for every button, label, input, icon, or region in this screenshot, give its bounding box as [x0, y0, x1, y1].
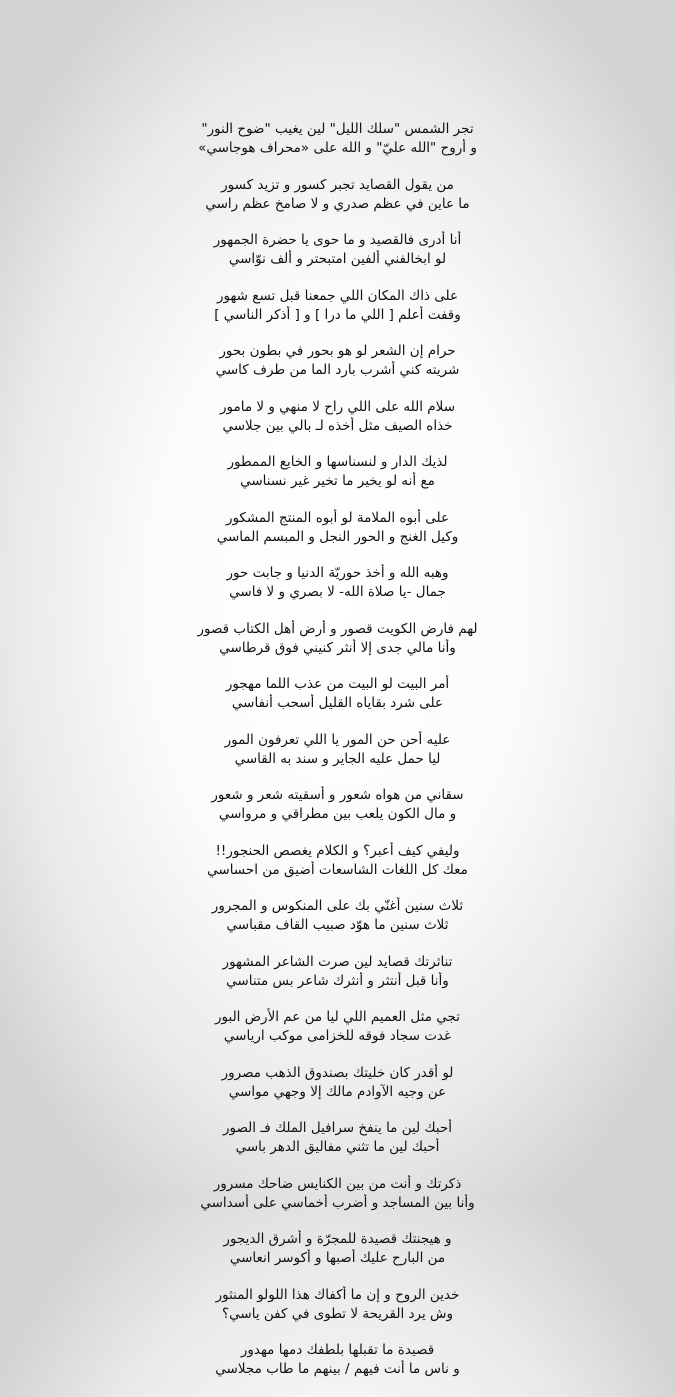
verse-line-first: ثلاث سنين أغنّي بك على المنكوس و المجرور — [211, 898, 464, 914]
verse-line-second: لو ابخالفني ألفين امتبحتر و ألف نوّاسي — [228, 251, 447, 267]
verse-line-first: أنا أدرى فالقصيد و ما حوى يا حضرة الجمهور — [213, 232, 462, 248]
verse-line-second: أحبك لين ما تثني مفاليق الدهر باسي — [235, 1139, 440, 1155]
verse-line-second: و أروح "الله عليّ" و الله على «محراف هوجاسي» — [198, 140, 477, 156]
verse-line-second: معك كل اللغات الشاسعات أضيق من احساسي — [207, 861, 468, 878]
verse-line-second: مع أنه لو يخير ما تخير غير نسناسي — [240, 473, 435, 489]
verse-line-first: سلام الله على اللي راح لا منهي و لا مامور — [219, 398, 456, 415]
verse-line-first: تجي مثل العميم اللي ليا من عم الأرض البور — [215, 1009, 460, 1025]
verse-stanza — [0, 564, 675, 602]
verse-line-first: تجر الشمس "سلك الليل" لين يغيب "ضوح النور" — [201, 121, 474, 137]
verse-stanza — [0, 675, 675, 713]
verse-stanza — [0, 1286, 675, 1324]
verse-stanza — [0, 1064, 675, 1102]
verse-line-first: سقاني من هواه شعور و أسقيته شعر و شعور — [211, 787, 464, 803]
verse-line-second: غدت سجاد فوقه للخزامى موكب ارياسي — [223, 1028, 452, 1044]
verse-stanza — [0, 509, 675, 547]
verse-line-first: أمر البيت لو البيت من عذب اللما مهجور — [225, 676, 450, 692]
verse-line-first: لذيك الدار و لنسناسها و الخايع الممطور — [227, 454, 448, 470]
verse-stanza — [0, 1230, 675, 1268]
verse-line-second: ما عاين في عظم صدري و لا صامخ عظم راسي — [205, 195, 470, 212]
verse-line-second: ثلاث سنين ما هوّد صبيب القاف مقباسي — [226, 917, 449, 933]
verse-stanza — [0, 731, 675, 769]
verse-line-first: وليفي كيف أعبر؟ و الكلام يغصص الحنجور!! — [215, 842, 460, 859]
verse-line-second: وأنا بين المساجد و أضرب أخماسي على أسداسي — [200, 1194, 475, 1211]
verse-line-second: و ناس ما أنت فيهم / بينهم ما طاب مجلاسي — [215, 1361, 460, 1377]
verse-line-first: خدين الروح و إن ما أكفاك هذا اللولو المنثور — [215, 1286, 460, 1303]
verse-line-first: من يقول القصايد تجبر كسور و تزيد كسور — [221, 176, 454, 193]
verse-stanza — [0, 1008, 675, 1046]
verse-line-second: جمال -يا صلاة الله- لا بصري و لا فاسي — [229, 584, 446, 600]
verse-line-first: أحبك لين ما ينفخ سرافيل الملك فـ الصور — [222, 1120, 453, 1136]
verse-line-first: حرام إن الشعر لو هو بحور في بطون بحور — [219, 343, 456, 359]
verse-stanza — [0, 842, 675, 880]
verse-stanza — [0, 953, 675, 991]
verse-line-first: قصيدة ما تقبلها بلطفك دمها مهدور — [240, 1342, 435, 1358]
verse-line-second: على شرد بقاياه القليل أسحب أنفاسي — [231, 695, 444, 711]
verse-line-second: وقفت أعلم [ اللي ما درا ] و [ أذكر الناسي ] — [214, 306, 461, 323]
verse-line-second: وش يرد القريحة لا تطوى في كفن ياسي؟ — [221, 1305, 454, 1322]
verse-line-first: لهم فارض الكويت قصور و أرض أهل الكتاب قصور — [197, 620, 478, 637]
verse-line-second: وأنا قبل أنتثر و أنثرك شاعر بس متناسي — [226, 972, 449, 989]
verse-stanza — [0, 342, 675, 380]
verse-line-first: وهبه الله و أخذ حوريّة الدنيا و جابت حور — [226, 565, 449, 581]
verse-stanza — [0, 231, 675, 269]
verse-stanza — [0, 120, 675, 158]
verse-stanza — [0, 897, 675, 935]
verse-line-second: خذاه الصيف مثل أخذه لـ بالي بين جلاسي — [222, 417, 453, 434]
verse-line-first: لو أقدر كان خليتك بصندوق الذهب مصرور — [221, 1064, 454, 1081]
verse-stanza — [0, 287, 675, 325]
poem-text — [0, 120, 675, 1397]
verse-stanza — [0, 1175, 675, 1213]
verse-stanza — [0, 620, 675, 658]
verse-line-second: عن وجيه الآوادم مالك إلا وجهي مواسي — [228, 1083, 447, 1100]
verse-line-second: وأنا مالي جدى إلا أنثر كنيني فوق قرطاسي — [219, 639, 456, 656]
verse-line-second: ليا حمل عليه الجاير و سند به القاسي — [234, 750, 441, 767]
verse-line-first: ذكرتك و أنت من بين الكنايس ضاحك مسرور — [213, 1175, 462, 1192]
verse-stanza — [0, 398, 675, 436]
verse-stanza — [0, 1119, 675, 1157]
verse-line-first: على أبوه الملامة لو أبوه المنتج المشكور — [225, 509, 450, 526]
verse-line-second: من البارح عليك أصبها و أكوسر انعاسي — [229, 1250, 446, 1266]
verse-line-first: و هيجنتك قصيدة للمجرّة و أشرق الديجور — [223, 1231, 452, 1247]
verse-line-first: عليه أحن حن المور يا اللي تعرفون المور — [224, 731, 451, 748]
verse-stanza — [0, 786, 675, 824]
verse-line-second: و مال الكون يلعب بين مطراقي و مرواسي — [218, 806, 457, 822]
verse-line-first: تناثرتك قصايد لين صرت الشاعر المشهور — [222, 953, 453, 970]
verse-stanza — [0, 1341, 675, 1379]
verse-stanza — [0, 176, 675, 214]
verse-line-second: وكيل الغنج و الحور النجل و المبسم الماسي — [216, 528, 459, 545]
verse-line-first: على ذاك المكان اللي جمعنا قبل تسع شهور — [216, 287, 459, 304]
verse-stanza — [0, 453, 675, 491]
verse-line-second: شريته كني أشرب بارد الما من طرف كاسي — [215, 362, 460, 378]
